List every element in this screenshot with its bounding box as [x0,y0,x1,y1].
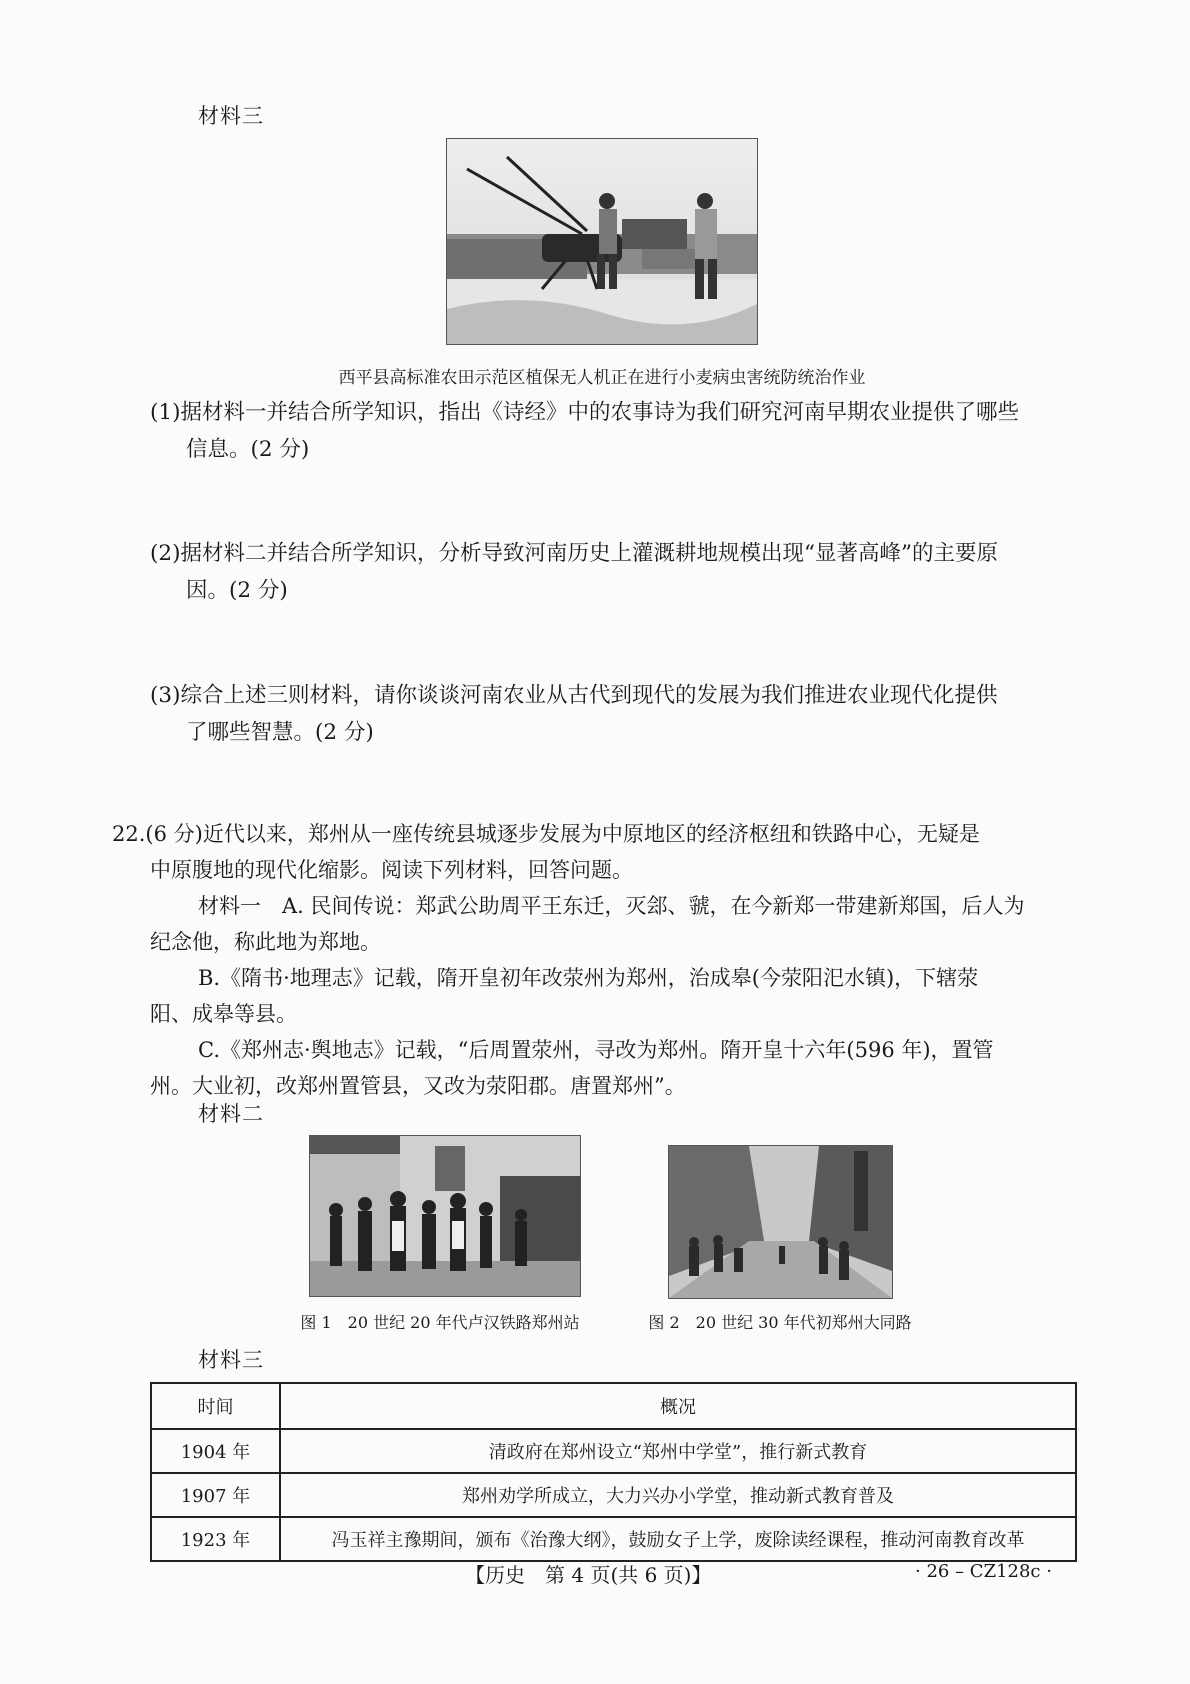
table-row [151,1517,1076,1561]
photo-caption: 西平县高标准农田示范区植保无人机正在进行小麦病虫害统防统治作业 [338,368,866,388]
table-row [151,1429,1076,1473]
zhengzhou-station-photo [309,1135,581,1297]
education-table [150,1382,1077,1562]
drone-photo [446,138,758,345]
table-header-row [151,1383,1076,1429]
subquestion-3: (3)综合上述三则材料，请你谈谈河南农业从古代到现代的发展为我们推进农业现代化提供 了哪些智慧。(2 分) [150,683,998,745]
paper-code: · 26 – CZ128c · [915,1561,1052,1582]
header-overview: 概况 [280,1383,1076,1429]
datong-road-image [669,1146,892,1298]
drone-photo-image [447,139,757,344]
row-year: 1923 年 [151,1517,280,1561]
header-time: 时间 [151,1383,280,1429]
zhengzhou-station-image [310,1136,580,1296]
figure-2-caption: 图 2 20 世纪 30 年代初郑州大同路 [648,1313,912,1332]
datong-road-photo [668,1145,893,1299]
row-year: 1907 年 [151,1473,280,1517]
material-2-label: 材料二 [198,1102,264,1126]
row-overview: 郑州劝学所成立，大力兴办小学堂，推动新式教育普及 [280,1473,1076,1517]
page-footer: 【历史 第 4 页(共 6 页)】 [465,1563,712,1587]
row-overview: 清政府在郑州设立“郑州中学堂”，推行新式教育 [280,1429,1076,1473]
material-3-label: 材料三 [198,1348,264,1372]
question-22-intro: 22.(6 分)近代以来，郑州从一座传统县城逐步发展为中原地区的经济枢纽和铁路中心，无疑是 中原腹地的现代化缩影。阅读下列材料，回答问题。 [112,822,980,882]
material-1: 材料一 A. 民间传说：郑武公助周平王东迁，灭郐、虢，在今新郑一带建新郑国，后人为 纪念他，称此地为郑地。 B.《隋书·地理志》记载，隋开皇初年改荥州为郑州，治成皋(今荥阳汜水镇)，下辖荥 阳、成皋等县。 C.《郑州志·舆地志》记载，“后周置荥州，寻改为郑州。隋开皇十六年(596 年)，置管 州。大业初，改郑州置管县，又改为荥阳郡。唐置郑州”。 [150,894,1025,1098]
material-label: 材料三 [198,104,264,128]
subquestion-1: (1)据材料一并结合所学知识，指出《诗经》中的农事诗为我们研究河南早期农业提供了哪些 信息。(2 分) [150,400,1019,462]
subquestion-2: (2)据材料二并结合所学知识，分析导致河南历史上灌溉耕地规模出现“显著高峰”的主要原 因。(2 分) [150,541,998,603]
row-overview: 冯玉祥主豫期间，颁布《治豫大纲》，鼓励女子上学，废除读经课程，推动河南教育改革 [280,1517,1076,1561]
figure-1-caption: 图 1 20 世纪 20 年代卢汉铁路郑州站 [300,1313,580,1332]
table-row [151,1473,1076,1517]
row-year: 1904 年 [151,1429,280,1473]
